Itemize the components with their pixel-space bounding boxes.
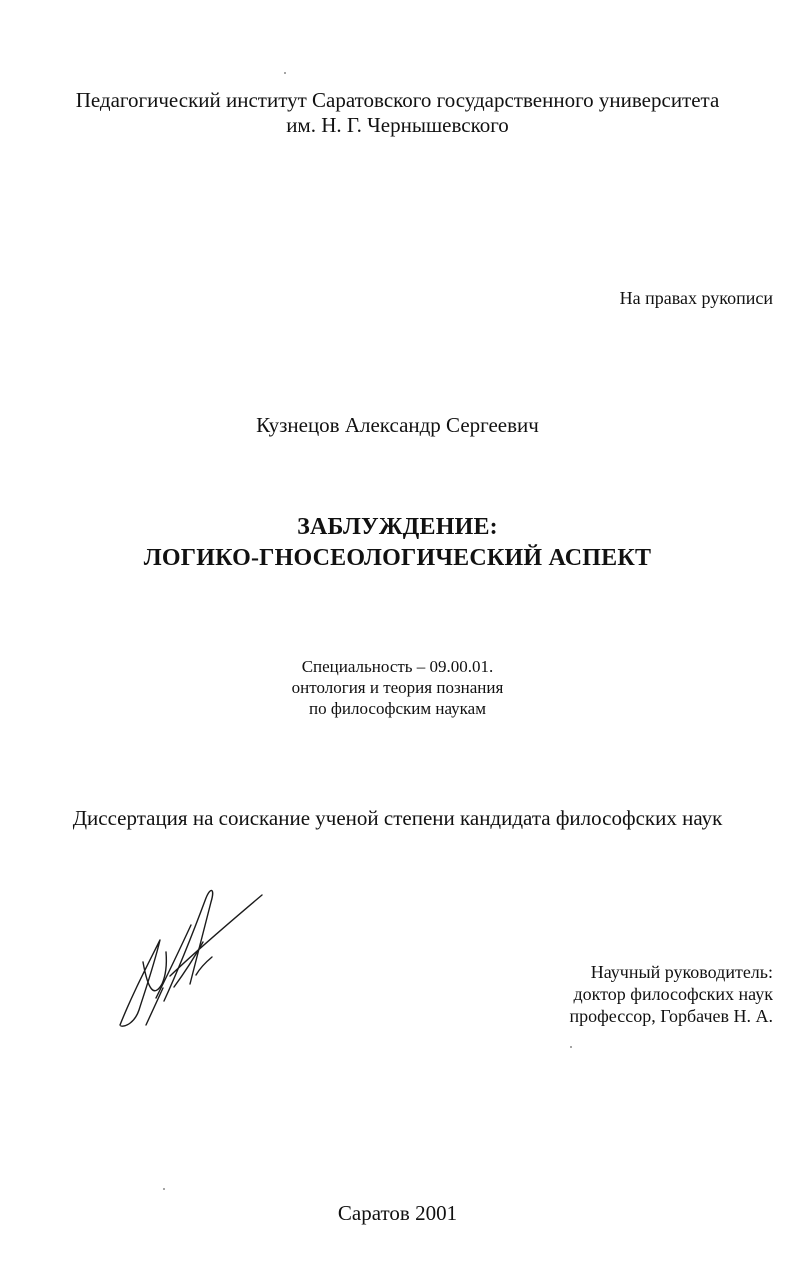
specialty-discipline: по философским наукам [309,699,486,718]
specialty-code: Специальность – 09.00.01. [301,657,494,676]
institution-heading [0,88,795,138]
supervisor-block [569,961,773,1027]
supervisor-degree: доктор философских наук [573,984,773,1004]
institution-line-1: Педагогический институт Саратовского государственного университета [75,88,720,112]
scan-speck [570,1046,572,1048]
specialty-block [0,656,795,719]
supervisor-heading: Научный руководитель: [590,962,773,982]
degree-statement: Диссертация на соискание ученой степени кандидата философских наук [72,806,723,830]
author-name: Кузнецов Александр Сергеевич [256,413,539,437]
scan-speck [163,1188,165,1190]
place-and-year: Саратов 2001 [337,1201,458,1225]
supervisor-name: профессор, Горбачев Н. А. [569,1006,773,1026]
title-line-2: ЛОГИКО-ГНОСЕОЛОГИЧЕСКИЙ АСПЕКТ [143,545,652,571]
scan-speck [284,72,286,74]
dissertation-title [0,512,795,574]
manuscript-note: На правах рукописи [619,288,773,308]
handwritten-signature-icon [112,880,268,1040]
specialty-field: онтология и теория познания [291,678,504,697]
institution-line-2: им. Н. Г. Чернышевского [286,113,509,137]
title-line-1: ЗАБЛУЖДЕНИЕ: [297,514,498,540]
